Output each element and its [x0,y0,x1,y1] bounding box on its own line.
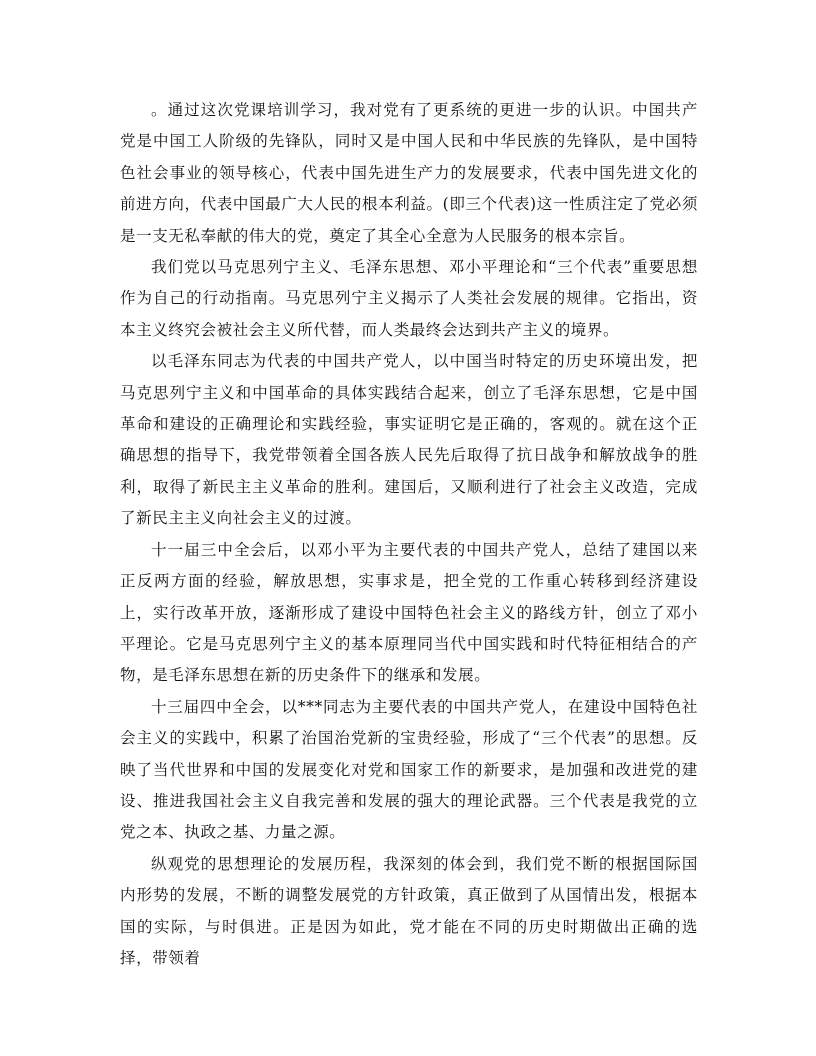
paragraph-2: 我们党以马克思列宁主义、毛泽东思想、邓小平理论和“三个代表”重要思想作为自己的行动指南。马克思列宁主义揭示了人类社会发展的规律。它指出，资本主义终究会被社会主义所代替，而人类最终会达到共产主义的境界。 [120,258,698,339]
paragraph-4: 十一届三中全会后，以邓小平为主要代表的中国共产党人，总结了建国以来正反两方面的经验，解放思想，实事求是，把全党的工作重心转移到经济建设上，实行改革开放，逐渐形成了建设中国特色社会主义的路线方针，创立了邓小平理论。它是马克思列宁主义的基本原理同当代中国实践和时代特征相结合的产物，是毛泽东思想在新的历史条件下的继承和发展。 [120,540,698,685]
paragraph-5: 十三届四中全会，以***同志为主要代表的中国共产党人，在建设中国特色社会主义的实践中，积累了治国治党新的宝贵经验，形成了“三个代表”的思想。反映了当代世界和中国的发展变化对党和国家工作的新要求，是加强和改进党的建设、推进我国社会主义自我完善和发展的强大的理论武器。三个代表是我党的立党之本、执政之基、力量之源。 [120,697,698,842]
document-body [120,95,698,974]
paragraph-6: 纵观党的思想理论的发展历程，我深刻的体会到，我们党不断的根据国际国内形势的发展，不断的调整发展党的方针政策，真正做到了从国情出发，根据本国的实际，与时俱进。正是因为如此，党才能在不同的历史时期做出正确的选择，带领着 [120,854,698,967]
paragraph-1: 。通过这次党课培训学习，我对党有了更系统的更进一步的认识。中国共产党是中国工人阶级的先锋队，同时又是中国人民和中华民族的先锋队，是中国特色社会事业的领导核心，代表中国先进生产力的发展要求，代表中国先进文化的前进方向，代表中国最广大人民的根本利益。(即三个代表)这一性质注定了党必须是一支无私奉献的伟大的党，奠定了其全心全意为人民服务的根本宗旨。 [120,101,698,245]
paragraph-3: 以毛泽东同志为代表的中国共产党人，以中国当时特定的历史环境出发，把马克思列宁主义和中国革命的具体实践结合起来，创立了毛泽东思想，它是中国革命和建设的正确理论和实践经验，事实证明它是正确的，客观的。就在这个正确思想的指导下，我党带领着全国各族人民先后取得了抗日战争和解放战争的胜利，取得了新民主主义革命的胜利。建国后，又顺利进行了社会主义改造，完成了新民主主义向社会主义的过渡。 [120,352,698,528]
